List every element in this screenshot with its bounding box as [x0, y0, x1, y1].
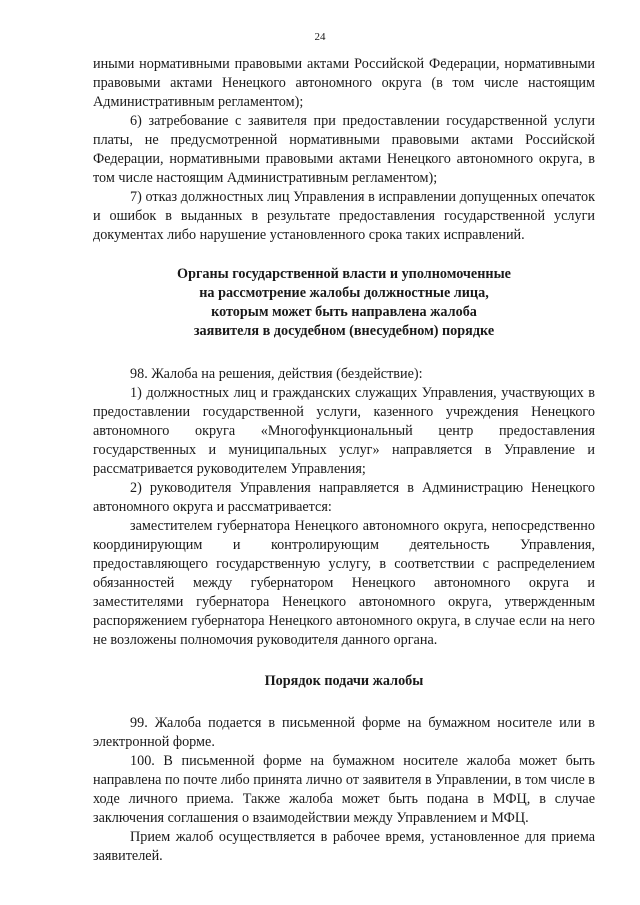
section-heading-authorities [93, 265, 595, 341]
heading-line: Порядок подачи жалобы [264, 673, 424, 689]
paragraph-98-item-2: 2) руководителя Управления направляется в Администрацию Ненецкого автономного округа и рассматривается: [93, 480, 595, 515]
paragraph-99: 99. Жалоба подается в письменной форме на бумажном носителе или в электронной форме. [93, 715, 595, 750]
heading-line: заявителя в досудебном (внесудебном) порядке [193, 323, 495, 339]
paragraph-item-7: 7) отказ должностных лиц Управления в исправлении допущенных опечаток и ошибок в выданных в результате предоставления государственной услуги документах либо нарушение установленного срока таких исправлений. [93, 189, 595, 243]
heading-line: Органы государственной власти и уполномоченные [177, 266, 511, 282]
paragraph-98-item-1: 1) должностных лиц и гражданских служащих Управления, участвующих в предоставлении государственной услуги, казенного учреждения Ненецкого автономного округа «Многофункциональный центр предоставления государственных и муниципальных услуг» направляется в Управление и рассматривается руководителем Управления; [93, 385, 595, 477]
paragraph-continuation: иными нормативными правовыми актами Российской Федерации, нормативными правовыми актами Ненецкого автономного округа (в том числе настоящим Административным регламентом); [93, 56, 595, 110]
document-body [93, 55, 595, 866]
heading-line: которым может быть направлена жалоба [211, 304, 477, 320]
heading-line: на рассмотрение жалобы должностные лица, [199, 285, 489, 301]
paragraph-98: 98. Жалоба на решения, действия (бездействие): [130, 366, 423, 382]
paragraph-deputy-governor: заместителем губернатора Ненецкого автономного округа, непосредственно координирующим и контролирующим деятельность Управления, предоставляющего государственную услугу, в соответствии с распределением обязанностей между губернатором Ненецкого автономного округа и заместителями губернатора Ненецкого автономного округа, утвержденным распоряжением губернатора Ненецкого автономного округа, в случае если на него не возложены полномочия руководителя данного органа. [93, 518, 595, 648]
paragraph-item-6: 6) затребование с заявителя при предоставлении государственной услуги платы, не предусмотренной нормативными правовыми актами Российской Федерации, нормативными правовыми актами Ненецкого автономного округа, в том числе настоящим Административным регламентом); [93, 113, 595, 186]
section-heading-procedure [93, 672, 595, 691]
paragraph-reception-hours: Прием жалоб осуществляется в рабочее время, установленное для приема заявителей. [93, 829, 595, 864]
paragraph-100: 100. В письменной форме на бумажном носителе жалоба может быть направлена по почте либо принята лично от заявителя в Управлении, в том числе в ходе личного приема. Также жалоба может быть подана в МФЦ, в случае заключения соглашения о взаимодействии между Управлением и МФЦ. [93, 753, 595, 826]
page-number: 24 [314, 31, 326, 43]
